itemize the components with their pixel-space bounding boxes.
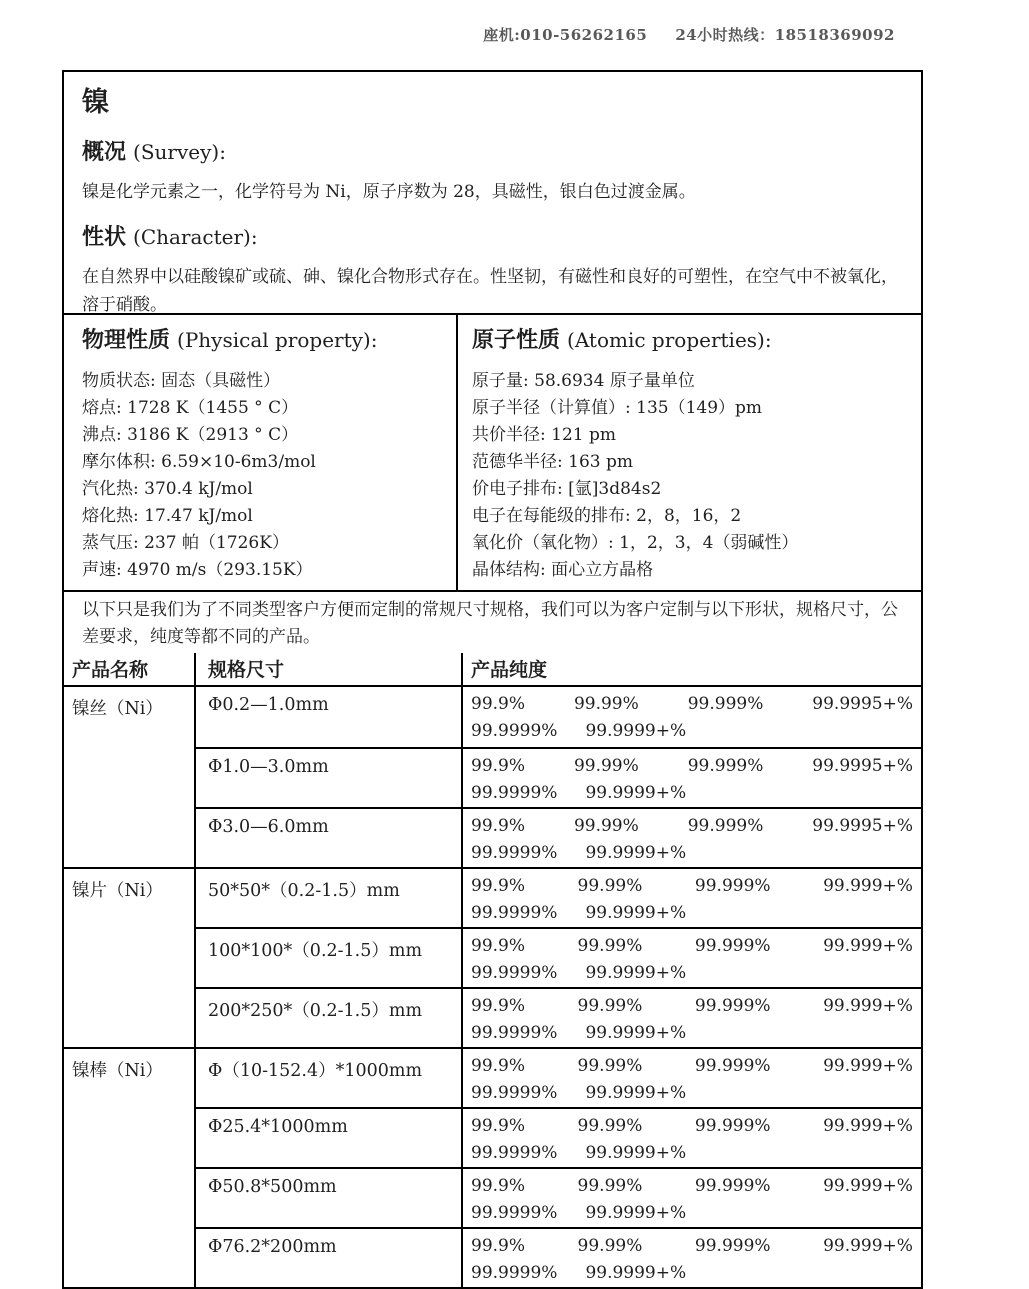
survey-heading-zh: 概况	[82, 139, 127, 165]
survey-text: 镍是化学元素之一，化学符号为 Ni，原子序数为 28，具磁性，银白色过渡金属。	[82, 182, 696, 202]
character-heading-en: (Character):	[133, 225, 258, 249]
product-name-cell: 镍棒（Ni）	[64, 1048, 195, 1288]
purity-value: 99.999%	[694, 1116, 771, 1136]
physical-property-item: 熔化热: 17.47 kJ/mol	[82, 506, 253, 526]
atomic-heading-en: (Atomic properties):	[567, 328, 772, 352]
purity-cell	[462, 1168, 921, 1228]
purity-cell	[462, 868, 921, 928]
table-row	[64, 686, 921, 748]
purity-value: 99.9%	[471, 756, 526, 776]
purity-cell	[462, 1048, 921, 1108]
purity-value: 99.9%	[471, 1236, 526, 1256]
purity-value: 99.99%	[577, 1176, 643, 1196]
purity-line-2	[471, 1020, 913, 1047]
purity-value: 99.99%	[573, 756, 639, 776]
purity-value: 99.9999+%	[585, 1023, 687, 1043]
purity-value: 99.999%	[687, 756, 764, 776]
purity-value: 99.9%	[471, 936, 526, 956]
spec-cell: 100*100*（0.2-1.5）mm	[195, 928, 462, 988]
purity-value: 99.9999+%	[585, 721, 687, 741]
spec-cell: Φ50.8*500mm	[195, 1168, 462, 1228]
purity-line-2	[471, 1200, 913, 1227]
purity-value: 99.9999%	[471, 721, 558, 741]
products-table	[64, 653, 921, 1289]
purity-value: 99.9999%	[471, 1203, 558, 1223]
survey-heading-en: (Survey):	[133, 140, 226, 164]
purity-cell	[462, 1228, 921, 1288]
purity-value: 99.99%	[577, 1116, 643, 1136]
spec-cell: Φ1.0—3.0mm	[195, 748, 462, 808]
purity-value: 99.9%	[471, 1056, 526, 1076]
purity-value: 99.9999%	[471, 1263, 558, 1283]
table-row	[64, 1048, 921, 1108]
purity-line-1	[471, 813, 913, 840]
purity-value: 99.9999+%	[585, 1203, 687, 1223]
physical-heading	[82, 325, 448, 355]
purity-value: 99.999+%	[823, 1176, 913, 1196]
physical-property-item: 汽化热: 370.4 kJ/mol	[82, 479, 253, 499]
atomic-property-item: 晶体结构: 面心立方晶格	[472, 560, 654, 580]
atomic-property-item: 共价半径: 121 pm	[472, 425, 616, 445]
purity-value: 99.99%	[573, 694, 639, 714]
atomic-property-item: 原子量: 58.6934 原子量单位	[472, 371, 695, 391]
character-text: 在自然界中以硅酸镍矿或硫、砷、镍化合物形式存在。性坚韧，有磁性和良好的可塑性，在空气中不被氧化，溶于硝酸。	[82, 267, 898, 313]
purity-value: 99.9999%	[471, 1023, 558, 1043]
purity-value: 99.9%	[471, 1176, 526, 1196]
atomic-property-item: 原子半径（计算值）: 135（149）pm	[472, 398, 763, 418]
purity-cell	[462, 928, 921, 988]
survey-heading	[82, 137, 901, 167]
physical-properties-column	[64, 315, 458, 590]
purity-value: 99.9999+%	[585, 903, 687, 923]
purity-value: 99.9995+%	[812, 694, 913, 714]
document-frame	[62, 70, 923, 1289]
spec-cell: 50*50*（0.2-1.5）mm	[195, 868, 462, 928]
physical-heading-en: (Physical property):	[177, 328, 378, 352]
purity-value: 99.9999%	[471, 1083, 558, 1103]
physical-property-item: 物质状态: 固态（具磁性）	[82, 371, 281, 391]
purity-value: 99.999+%	[823, 936, 913, 956]
purity-line-2	[471, 960, 913, 987]
physical-property-item: 声速: 4970 m/s（293.15K）	[82, 560, 313, 580]
purity-value: 99.999%	[694, 1176, 771, 1196]
purity-line-2	[471, 840, 913, 867]
purity-value: 99.999+%	[823, 996, 913, 1016]
purity-line-1	[471, 873, 913, 900]
purity-cell	[462, 988, 921, 1048]
purity-value: 99.9999%	[471, 843, 558, 863]
purity-value: 99.9%	[471, 816, 526, 836]
purity-value: 99.9995+%	[812, 816, 913, 836]
column-header-spec-size: 规格尺寸	[195, 653, 462, 686]
purity-value: 99.999%	[694, 936, 771, 956]
purity-cell	[462, 1108, 921, 1168]
purity-value: 99.9999+%	[585, 783, 687, 803]
properties-section	[64, 313, 921, 590]
purity-line-1	[471, 691, 913, 718]
table-row	[64, 868, 921, 928]
purity-value: 99.9999+%	[585, 843, 687, 863]
purity-value: 99.99%	[577, 996, 643, 1016]
purity-value: 99.999%	[694, 876, 771, 896]
purity-line-1	[471, 1233, 913, 1260]
atomic-properties-column	[458, 315, 921, 590]
purity-value: 99.999%	[694, 996, 771, 1016]
purity-value: 99.999+%	[823, 1236, 913, 1256]
purity-value: 99.9999+%	[585, 1263, 687, 1283]
purity-line-1	[471, 933, 913, 960]
purity-value: 99.99%	[577, 1056, 643, 1076]
purity-value: 99.999+%	[823, 1056, 913, 1076]
purity-cell	[462, 808, 921, 868]
spec-cell: Φ0.2—1.0mm	[195, 686, 462, 748]
purity-line-1	[471, 1053, 913, 1080]
column-header-purity: 产品纯度	[462, 653, 921, 686]
purity-line-2	[471, 900, 913, 927]
page-title: 镍	[82, 87, 109, 118]
spec-cell: Φ（10-152.4）*1000mm	[195, 1048, 462, 1108]
purity-line-2	[471, 1260, 913, 1287]
table-header-row	[64, 653, 921, 686]
purity-value: 99.9999%	[471, 963, 558, 983]
purity-value: 99.999%	[694, 1056, 771, 1076]
purity-value: 99.9995+%	[812, 756, 913, 776]
spec-cell: Φ3.0—6.0mm	[195, 808, 462, 868]
purity-value: 99.9999+%	[585, 963, 687, 983]
spec-cell: Φ76.2*200mm	[195, 1228, 462, 1288]
spec-cell: 200*250*（0.2-1.5）mm	[195, 988, 462, 1048]
physical-property-item: 沸点: 3186 K（2913 ° C）	[82, 425, 299, 445]
purity-value: 99.99%	[577, 936, 643, 956]
purity-value: 99.9%	[471, 996, 526, 1016]
purity-value: 99.9999%	[471, 1143, 558, 1163]
physical-property-list	[82, 368, 448, 584]
phone-number: 座机:010-56262165	[483, 26, 648, 44]
character-heading	[82, 222, 901, 252]
purity-value: 99.99%	[577, 1236, 643, 1256]
intro-section	[64, 72, 921, 313]
physical-property-item: 熔点: 1728 K（1455 ° C）	[82, 398, 299, 418]
custom-note: 以下只是我们为了不同类型客户方便而定制的常规尺寸规格，我们可以为客户定制与以下形状，规格尺寸，公差要求，纯度等都不同的产品。	[64, 590, 921, 653]
atomic-heading	[472, 325, 913, 355]
purity-value: 99.999%	[687, 816, 764, 836]
purity-line-1	[471, 1113, 913, 1140]
purity-value: 99.999%	[687, 694, 764, 714]
atomic-property-item: 价电子排布: [氩]3d84s2	[472, 479, 662, 499]
product-name-cell: 镍丝（Ni）	[64, 686, 195, 868]
purity-cell	[462, 748, 921, 808]
purity-line-1	[471, 993, 913, 1020]
atomic-heading-zh: 原子性质	[472, 327, 561, 353]
purity-value: 99.9999+%	[585, 1143, 687, 1163]
atomic-property-item: 电子在每能级的排布: 2，8，16，2	[472, 506, 742, 526]
purity-value: 99.99%	[573, 816, 639, 836]
product-name-cell: 镍片（Ni）	[64, 868, 195, 1048]
spec-cell: Φ25.4*1000mm	[195, 1108, 462, 1168]
atomic-property-item: 范德华半径: 163 pm	[472, 452, 633, 472]
column-header-product-name: 产品名称	[64, 653, 195, 686]
purity-value: 99.9%	[471, 876, 526, 896]
purity-line-2	[471, 718, 913, 745]
purity-value: 99.999+%	[823, 1116, 913, 1136]
purity-line-2	[471, 780, 913, 807]
atomic-property-item: 氧化价（氧化物）: 1，2，3，4（弱碱性）	[472, 533, 799, 553]
purity-value: 99.9999+%	[585, 1083, 687, 1103]
contact-header	[483, 24, 895, 45]
purity-value: 99.99%	[577, 876, 643, 896]
purity-line-2	[471, 1140, 913, 1167]
character-heading-zh: 性状	[82, 224, 127, 250]
hotline-number: 24小时热线：18518369092	[675, 26, 895, 44]
purity-value: 99.9999%	[471, 903, 558, 923]
purity-value: 99.9%	[471, 694, 526, 714]
atomic-property-list	[472, 368, 913, 584]
physical-property-item: 摩尔体积: 6.59×10-6m3/mol	[82, 452, 316, 472]
purity-cell	[462, 686, 921, 748]
purity-value: 99.999%	[694, 1236, 771, 1256]
purity-line-1	[471, 1173, 913, 1200]
purity-value: 99.9999%	[471, 783, 558, 803]
purity-value: 99.999+%	[823, 876, 913, 896]
purity-line-2	[471, 1080, 913, 1107]
physical-property-item: 蒸气压: 237 帕（1726K）	[82, 533, 289, 553]
purity-line-1	[471, 753, 913, 780]
physical-heading-zh: 物理性质	[82, 327, 171, 353]
purity-value: 99.9%	[471, 1116, 526, 1136]
